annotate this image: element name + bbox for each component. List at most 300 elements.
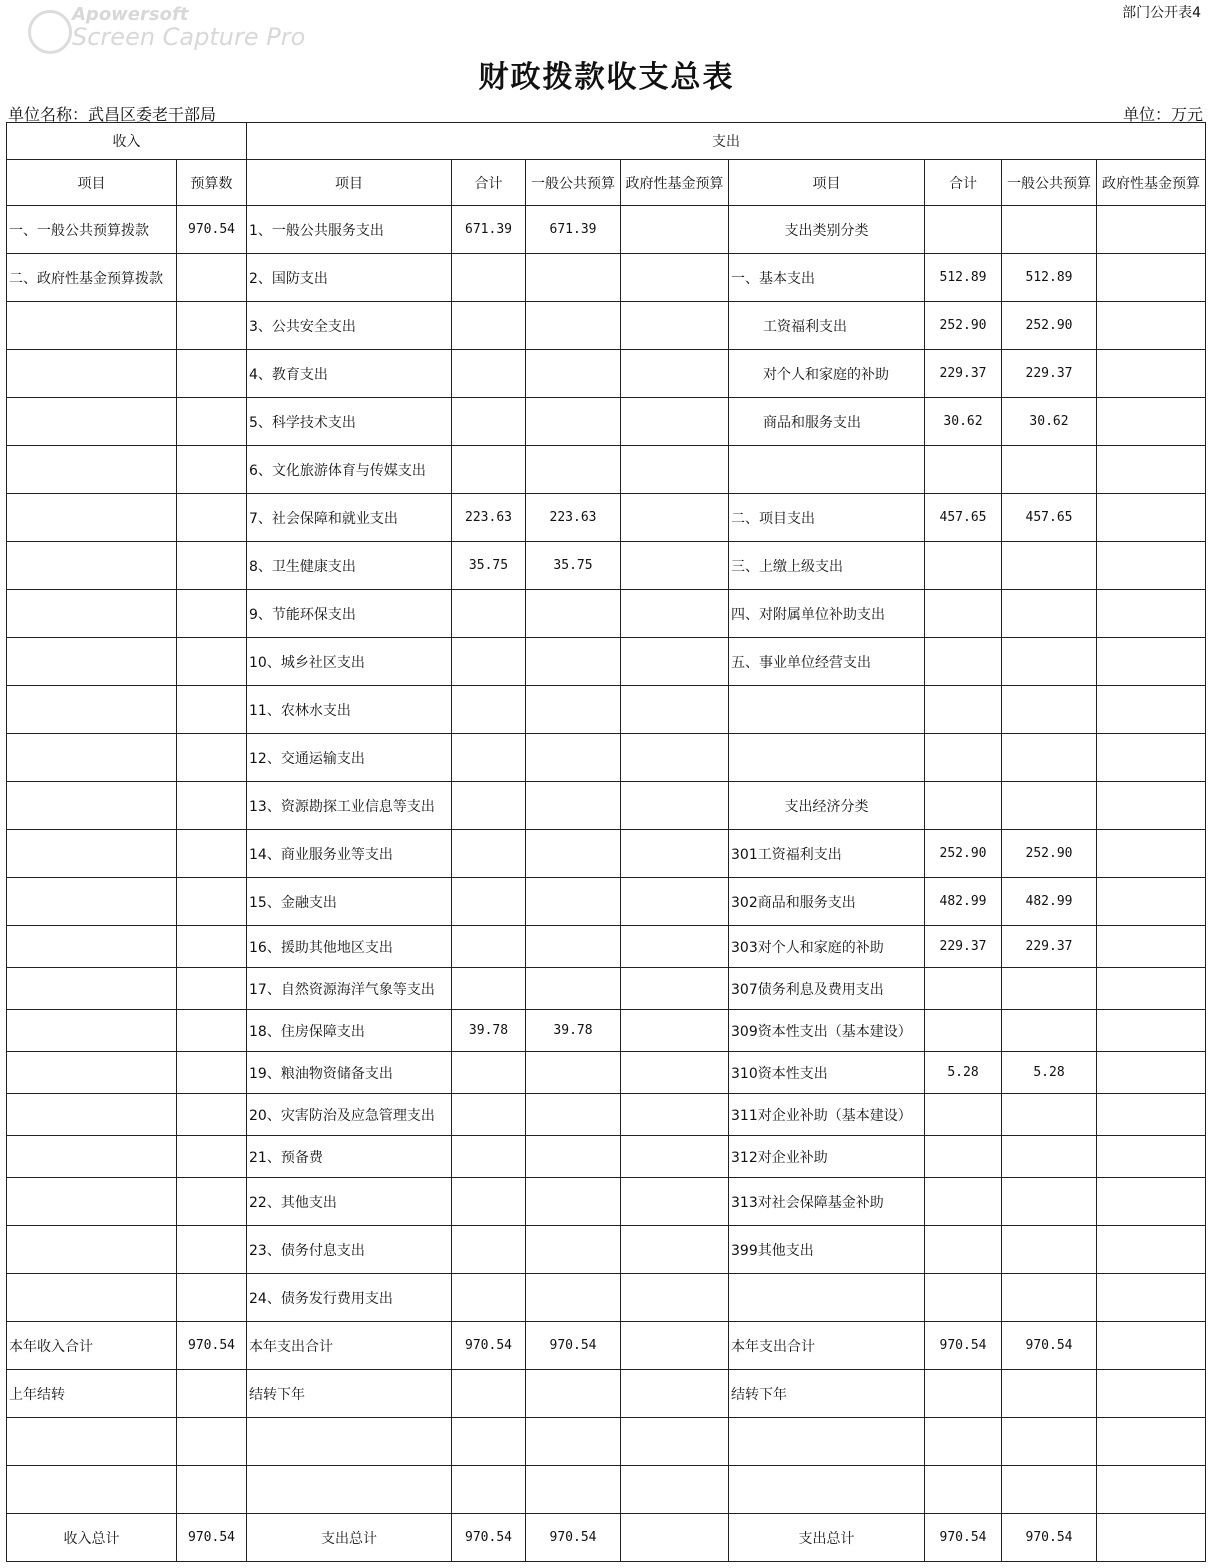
table-cell	[925, 782, 1002, 830]
table-cell	[925, 1274, 1002, 1322]
table-cell	[621, 302, 729, 350]
table-cell: 512.89	[1002, 254, 1097, 302]
table-cell	[1097, 206, 1206, 254]
table-cell: 35.75	[526, 542, 621, 590]
table-cell	[729, 446, 925, 494]
table-cell	[7, 1178, 177, 1226]
table-cell	[621, 1178, 729, 1226]
table-cell: 本年支出合计	[729, 1322, 925, 1370]
table-cell	[452, 830, 526, 878]
table-cell	[1002, 1178, 1097, 1226]
table-cell	[7, 1136, 177, 1178]
table-row	[7, 1514, 1206, 1562]
table-cell	[1002, 446, 1097, 494]
table-cell: 14、商业服务业等支出	[247, 830, 452, 878]
table-cell: 970.54	[177, 1322, 247, 1370]
table-cell: 512.89	[925, 254, 1002, 302]
table-cell	[177, 1094, 247, 1136]
table-cell	[729, 686, 925, 734]
table-cell	[7, 350, 177, 398]
table-cell: 223.63	[526, 494, 621, 542]
table-cell: 970.54	[526, 1322, 621, 1370]
table-cell	[1002, 1418, 1097, 1466]
table-cell	[452, 254, 526, 302]
table-cell	[1097, 398, 1206, 446]
table-cell	[452, 1226, 526, 1274]
table-cell	[1002, 686, 1097, 734]
table-cell	[621, 1226, 729, 1274]
table-cell	[7, 926, 177, 968]
budget-table	[6, 122, 1206, 1562]
table-cell: 三、上缴上级支出	[729, 542, 925, 590]
table-cell: 970.54	[1002, 1322, 1097, 1370]
column-header: 项目	[247, 160, 452, 206]
table-cell	[1097, 926, 1206, 968]
table-cell: 5.28	[1002, 1052, 1097, 1094]
table-cell	[526, 734, 621, 782]
table-cell	[452, 968, 526, 1010]
table-cell	[526, 968, 621, 1010]
table-cell	[621, 398, 729, 446]
table-row	[7, 1094, 1206, 1136]
table-cell: 上年结转	[7, 1370, 177, 1418]
form-number: 部门公开表4	[1122, 5, 1201, 21]
table-cell	[7, 638, 177, 686]
table-cell: 970.54	[452, 1514, 526, 1562]
table-cell	[526, 926, 621, 968]
table-row	[7, 968, 1206, 1010]
table-cell: 工资福利支出	[729, 302, 925, 350]
table-cell	[247, 1418, 452, 1466]
table-cell: 支出总计	[729, 1514, 925, 1562]
table-cell	[1097, 1370, 1206, 1418]
table-cell	[1097, 1010, 1206, 1052]
table-cell: 39.78	[452, 1010, 526, 1052]
table-cell	[1097, 1136, 1206, 1178]
table-cell	[177, 398, 247, 446]
table-cell	[247, 1466, 452, 1514]
table-cell	[1097, 734, 1206, 782]
table-cell	[1097, 1094, 1206, 1136]
table-cell: 15、金融支出	[247, 878, 452, 926]
table-row	[7, 1010, 1206, 1052]
table-cell: 8、卫生健康支出	[247, 542, 452, 590]
table-cell	[1097, 590, 1206, 638]
table-cell: 5.28	[925, 1052, 1002, 1094]
table-cell	[177, 830, 247, 878]
table-cell	[925, 206, 1002, 254]
table-cell	[452, 686, 526, 734]
table-cell	[452, 734, 526, 782]
table-row	[7, 446, 1206, 494]
table-cell	[621, 254, 729, 302]
table-row	[7, 830, 1206, 878]
table-cell: 本年收入合计	[7, 1322, 177, 1370]
table-cell	[621, 968, 729, 1010]
table-cell	[7, 1052, 177, 1094]
table-cell	[177, 1418, 247, 1466]
table-cell	[177, 254, 247, 302]
table-cell	[1097, 782, 1206, 830]
table-cell	[1002, 542, 1097, 590]
table-cell	[7, 398, 177, 446]
table-cell	[452, 302, 526, 350]
table-cell: 二、项目支出	[729, 494, 925, 542]
table-cell: 6、文化旅游体育与传媒支出	[247, 446, 452, 494]
table-cell	[177, 1052, 247, 1094]
table-cell: 223.63	[452, 494, 526, 542]
table-cell	[621, 1322, 729, 1370]
table-cell	[1002, 1274, 1097, 1322]
unit-label: 单位：万元	[1122, 105, 1203, 124]
table-cell: 结转下年	[247, 1370, 452, 1418]
table-cell: 252.90	[1002, 830, 1097, 878]
table-row	[7, 254, 1206, 302]
table-cell	[1002, 734, 1097, 782]
page-title: 财政拨款收支总表	[478, 60, 735, 95]
table-cell: 312对企业补助	[729, 1136, 925, 1178]
table-cell	[621, 638, 729, 686]
table-cell	[526, 350, 621, 398]
table-cell	[177, 734, 247, 782]
table-cell: 30.62	[1002, 398, 1097, 446]
table-cell	[1097, 1178, 1206, 1226]
table-cell	[1097, 1322, 1206, 1370]
watermark	[28, 4, 306, 51]
table-cell: 12、交通运输支出	[247, 734, 452, 782]
table-cell: 301工资福利支出	[729, 830, 925, 878]
table-cell: 商品和服务支出	[729, 398, 925, 446]
table-cell: 9、节能环保支出	[247, 590, 452, 638]
table-cell	[1002, 1370, 1097, 1418]
table-cell	[1097, 686, 1206, 734]
table-cell	[1002, 1094, 1097, 1136]
table-cell	[621, 830, 729, 878]
table-cell	[452, 1418, 526, 1466]
table-cell	[621, 350, 729, 398]
table-cell	[1097, 1226, 1206, 1274]
table-cell	[621, 1052, 729, 1094]
column-header: 项目	[7, 160, 177, 206]
table-cell	[177, 926, 247, 968]
table-cell	[1002, 1466, 1097, 1514]
table-cell	[621, 734, 729, 782]
table-cell	[177, 302, 247, 350]
table-cell	[526, 1274, 621, 1322]
table-cell	[1097, 968, 1206, 1010]
table-row	[7, 1226, 1206, 1274]
table-cell: 303对个人和家庭的补助	[729, 926, 925, 968]
table-cell	[925, 1178, 1002, 1226]
table-cell	[452, 878, 526, 926]
table-cell	[177, 350, 247, 398]
table-row	[7, 782, 1206, 830]
table-cell	[1097, 1466, 1206, 1514]
table-cell	[1097, 302, 1206, 350]
table-cell: 252.90	[1002, 302, 1097, 350]
table-cell	[925, 1466, 1002, 1514]
table-cell: 482.99	[1002, 878, 1097, 926]
table-cell	[526, 1226, 621, 1274]
table-cell	[1097, 254, 1206, 302]
table-cell: 311对企业补助（基本建设）	[729, 1094, 925, 1136]
table-row	[7, 590, 1206, 638]
column-header: 项目	[729, 160, 925, 206]
table-cell: 39.78	[526, 1010, 621, 1052]
table-cell: 399其他支出	[729, 1226, 925, 1274]
table-cell	[1002, 590, 1097, 638]
table-cell	[1002, 638, 1097, 686]
table-row	[7, 1136, 1206, 1178]
table-cell: 671.39	[526, 206, 621, 254]
table-cell	[452, 782, 526, 830]
table-cell	[729, 1466, 925, 1514]
table-cell	[526, 638, 621, 686]
table-cell	[1097, 1052, 1206, 1094]
table-cell: 13、资源勘探工业信息等支出	[247, 782, 452, 830]
table-cell	[1002, 782, 1097, 830]
table-cell: 收入总计	[7, 1514, 177, 1562]
table-cell: 2、国防支出	[247, 254, 452, 302]
table-row	[7, 1370, 1206, 1418]
table-cell	[526, 1178, 621, 1226]
table-cell	[621, 494, 729, 542]
table-cell: 970.54	[925, 1514, 1002, 1562]
watermark-line2: Screen Capture Pro	[72, 23, 306, 51]
table-cell	[925, 1370, 1002, 1418]
table-row	[7, 398, 1206, 446]
table-row	[7, 926, 1206, 968]
table-cell	[621, 1274, 729, 1322]
table-cell	[1002, 1226, 1097, 1274]
table-cell	[177, 1136, 247, 1178]
table-cell	[526, 302, 621, 350]
table-cell: 4、教育支出	[247, 350, 452, 398]
table-cell: 11、农林水支出	[247, 686, 452, 734]
table-body	[7, 123, 1206, 1562]
column-header: 一般公共预算	[526, 160, 621, 206]
table-cell: 17、自然资源海洋气象等支出	[247, 968, 452, 1010]
table-cell	[1097, 542, 1206, 590]
table-cell	[526, 590, 621, 638]
table-cell	[452, 590, 526, 638]
table-cell: 970.54	[177, 206, 247, 254]
table-cell: 313对社会保障基金补助	[729, 1178, 925, 1226]
table-cell: 结转下年	[729, 1370, 925, 1418]
table-cell	[925, 590, 1002, 638]
table-cell	[1097, 446, 1206, 494]
table-cell	[452, 1052, 526, 1094]
table-cell	[452, 1094, 526, 1136]
table-cell: 支出总计	[247, 1514, 452, 1562]
table-cell: 五、事业单位经营支出	[729, 638, 925, 686]
table-row	[7, 1178, 1206, 1226]
table-cell: 18、住房保障支出	[247, 1010, 452, 1052]
table-cell: 252.90	[925, 302, 1002, 350]
income-group-header: 收入	[7, 123, 247, 160]
table-cell	[621, 1370, 729, 1418]
table-cell: 970.54	[925, 1322, 1002, 1370]
table-cell: 16、援助其他地区支出	[247, 926, 452, 968]
table-cell	[621, 1094, 729, 1136]
table-cell	[7, 830, 177, 878]
table-cell	[177, 1226, 247, 1274]
table-cell	[452, 1136, 526, 1178]
table-row	[7, 1466, 1206, 1514]
table-cell	[1097, 638, 1206, 686]
table-cell	[7, 1466, 177, 1514]
table-cell	[621, 1010, 729, 1052]
table-cell	[177, 968, 247, 1010]
table-cell	[621, 1418, 729, 1466]
table-cell	[621, 446, 729, 494]
table-cell	[526, 254, 621, 302]
table-cell: 309资本性支出（基本建设）	[729, 1010, 925, 1052]
table-cell	[1097, 1274, 1206, 1322]
table-cell: 229.37	[1002, 350, 1097, 398]
table-cell	[7, 302, 177, 350]
column-header: 合计	[452, 160, 526, 206]
table-cell	[1097, 830, 1206, 878]
table-cell	[452, 1370, 526, 1418]
watermark-line1: Apowersoft	[72, 4, 189, 25]
table-cell: 30.62	[925, 398, 1002, 446]
table-cell	[1002, 1136, 1097, 1178]
table-cell	[621, 878, 729, 926]
table-cell	[1097, 350, 1206, 398]
table-cell	[526, 878, 621, 926]
table-row	[7, 350, 1206, 398]
table-cell	[177, 446, 247, 494]
table-cell	[526, 686, 621, 734]
table-row	[7, 494, 1206, 542]
table-cell	[452, 638, 526, 686]
table-cell	[452, 926, 526, 968]
table-cell	[7, 494, 177, 542]
table-cell	[621, 542, 729, 590]
table-cell	[7, 542, 177, 590]
table-cell	[729, 1418, 925, 1466]
table-cell	[7, 446, 177, 494]
table-cell	[177, 878, 247, 926]
table-cell	[177, 686, 247, 734]
table-cell	[925, 1226, 1002, 1274]
table-cell	[526, 398, 621, 446]
table-cell	[729, 1274, 925, 1322]
table-cell	[7, 968, 177, 1010]
table-cell	[925, 446, 1002, 494]
table-cell	[177, 542, 247, 590]
table-cell	[925, 542, 1002, 590]
table-cell	[621, 782, 729, 830]
table-cell: 970.54	[1002, 1514, 1097, 1562]
column-header: 预算数	[177, 160, 247, 206]
table-cell	[925, 638, 1002, 686]
column-header: 一般公共预算	[1002, 160, 1097, 206]
table-cell: 本年支出合计	[247, 1322, 452, 1370]
table-cell	[1002, 1010, 1097, 1052]
table-cell	[621, 1136, 729, 1178]
table-cell	[526, 1370, 621, 1418]
table-cell	[177, 1466, 247, 1514]
table-cell: 21、预备费	[247, 1136, 452, 1178]
table-cell: 7、社会保障和就业支出	[247, 494, 452, 542]
table-cell	[177, 590, 247, 638]
table-cell: 23、债务付息支出	[247, 1226, 452, 1274]
unit-name: 单位名称：武昌区委老干部局	[8, 105, 217, 124]
table-cell: 457.65	[1002, 494, 1097, 542]
table-cell	[177, 1178, 247, 1226]
table-cell	[621, 1514, 729, 1562]
table-cell: 35.75	[452, 542, 526, 590]
table-cell	[526, 1136, 621, 1178]
table-cell	[925, 1136, 1002, 1178]
table-row	[7, 206, 1206, 254]
table-cell	[452, 398, 526, 446]
table-cell	[7, 734, 177, 782]
table-cell	[177, 638, 247, 686]
table-cell	[925, 1010, 1002, 1052]
table-cell: 252.90	[925, 830, 1002, 878]
table-cell	[7, 590, 177, 638]
table-cell	[177, 1010, 247, 1052]
table-cell	[7, 1010, 177, 1052]
table-cell: 310资本性支出	[729, 1052, 925, 1094]
table-cell: 支出类别分类	[729, 206, 925, 254]
table-cell	[452, 1466, 526, 1514]
table-cell: 20、灾害防治及应急管理支出	[247, 1094, 452, 1136]
table-cell: 一、一般公共预算拨款	[7, 206, 177, 254]
table-cell	[1097, 1418, 1206, 1466]
table-row	[7, 542, 1206, 590]
table-cell: 229.37	[1002, 926, 1097, 968]
table-row	[7, 734, 1206, 782]
table-cell: 3、公共安全支出	[247, 302, 452, 350]
table-cell: 四、对附属单位补助支出	[729, 590, 925, 638]
table-cell: 229.37	[925, 926, 1002, 968]
table-cell	[621, 926, 729, 968]
table-cell: 5、科学技术支出	[247, 398, 452, 446]
table-cell	[1002, 968, 1097, 1010]
table-cell	[526, 830, 621, 878]
table-row	[7, 1418, 1206, 1466]
table-cell	[7, 1094, 177, 1136]
table-cell	[621, 1466, 729, 1514]
table-cell	[452, 1178, 526, 1226]
column-header: 合计	[925, 160, 1002, 206]
table-cell	[177, 494, 247, 542]
table-cell: 970.54	[177, 1514, 247, 1562]
table-cell	[526, 1094, 621, 1136]
table-cell: 二、政府性基金预算拨款	[7, 254, 177, 302]
table-row	[7, 1052, 1206, 1094]
table-cell: 671.39	[452, 206, 526, 254]
table-cell: 10、城乡社区支出	[247, 638, 452, 686]
table-cell	[1002, 206, 1097, 254]
table-cell	[1097, 878, 1206, 926]
table-cell	[621, 590, 729, 638]
column-header-row	[7, 160, 1206, 206]
table-row	[7, 878, 1206, 926]
table-cell	[7, 1274, 177, 1322]
watermark-logo-icon	[28, 10, 72, 54]
table-cell	[177, 1274, 247, 1322]
table-cell	[452, 446, 526, 494]
group-header-row	[7, 123, 1206, 160]
table-cell	[526, 1052, 621, 1094]
table-cell	[526, 1418, 621, 1466]
table-cell	[621, 206, 729, 254]
